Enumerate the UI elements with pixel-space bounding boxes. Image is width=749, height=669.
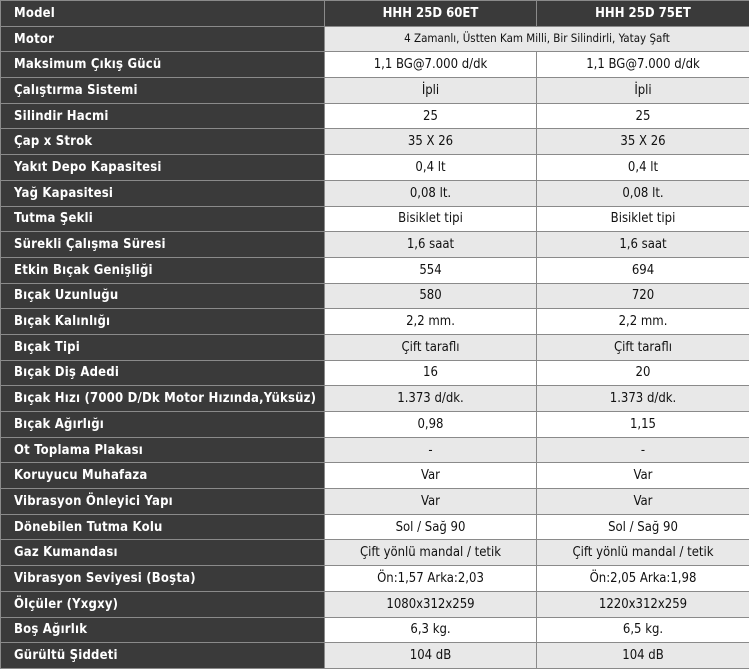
spec-label: Çap x Strok <box>1 129 325 155</box>
spec-label: Çalıştırma Sistemi <box>1 78 325 104</box>
spec-value-model-2: 25 <box>537 103 749 129</box>
spec-label: Bıçak Ağırlığı <box>1 412 325 438</box>
spec-value-model-2: Çift yönlü mandal / tetik <box>537 540 749 566</box>
spec-value-model-2: 6,5 kg. <box>537 617 749 643</box>
spec-value-model-2: Ön:2,05 Arka:1,98 <box>537 566 749 592</box>
spec-row <box>1 180 749 206</box>
spec-value-model-1: 580 <box>325 283 537 309</box>
spec-value-model-2: 1,6 saat <box>537 232 749 258</box>
spec-row <box>1 566 749 592</box>
spec-value-model-1: Çift yönlü mandal / tetik <box>325 540 537 566</box>
header-label: Model <box>1 1 325 27</box>
spec-value-model-1: Var <box>325 489 537 515</box>
spec-value-model-1: 1,1 BG@7.000 d/dk <box>325 52 537 78</box>
spec-table-body <box>1 1 749 669</box>
spec-label: Ot Toplama Plakası <box>1 437 325 463</box>
spec-label: Gaz Kumandası <box>1 540 325 566</box>
spec-row <box>1 155 749 181</box>
spec-row <box>1 283 749 309</box>
spec-value-model-2: 1.373 d/dk. <box>537 386 749 412</box>
spec-row <box>1 52 749 78</box>
spec-value-model-2: Çift taraflı <box>537 334 749 360</box>
spec-value-model-2: Bisiklet tipi <box>537 206 749 232</box>
spec-label: Silindir Hacmi <box>1 103 325 129</box>
spec-value-model-1: 25 <box>325 103 537 129</box>
spec-label: Vibrasyon Seviyesi (Boşta) <box>1 566 325 592</box>
spec-value-model-1: 0,08 lt. <box>325 180 537 206</box>
header-row <box>1 1 749 27</box>
spec-row <box>1 514 749 540</box>
spec-value-model-1: Bisiklet tipi <box>325 206 537 232</box>
spec-value-model-2: 694 <box>537 257 749 283</box>
spec-value-model-1: 1080x312x259 <box>325 591 537 617</box>
spec-value-model-2: 35 X 26 <box>537 129 749 155</box>
spec-value-model-1: İpli <box>325 78 537 104</box>
spec-value-model-2: 0,4 lt <box>537 155 749 181</box>
spec-label: Yağ Kapasitesi <box>1 180 325 206</box>
spec-value-model-1: 1.373 d/dk. <box>325 386 537 412</box>
spec-value-model-1: 16 <box>325 360 537 386</box>
spec-row <box>1 489 749 515</box>
spec-row <box>1 103 749 129</box>
spec-row <box>1 617 749 643</box>
spec-value-model-2: 20 <box>537 360 749 386</box>
spec-label: Sürekli Çalışma Süresi <box>1 232 325 258</box>
spec-value-model-2: - <box>537 437 749 463</box>
spec-label: Bıçak Hızı (7000 D/Dk Motor Hızında,Yüksüz) <box>1 386 325 412</box>
spec-row <box>1 206 749 232</box>
spec-row <box>1 540 749 566</box>
spec-value-model-2: Var <box>537 489 749 515</box>
spec-label: Maksimum Çıkış Gücü <box>1 52 325 78</box>
spec-label: Dönebilen Tutma Kolu <box>1 514 325 540</box>
spec-row <box>1 78 749 104</box>
spec-row <box>1 334 749 360</box>
spec-value-model-1: Ön:1,57 Arka:2,03 <box>325 566 537 592</box>
spec-value-model-1: 1,6 saat <box>325 232 537 258</box>
spec-value-model-1: 2,2 mm. <box>325 309 537 335</box>
spec-row <box>1 463 749 489</box>
model-name-1: HHH 25D 60ET <box>325 1 537 27</box>
spec-label: Bıçak Uzunluğu <box>1 283 325 309</box>
spec-label: Vibrasyon Önleyici Yapı <box>1 489 325 515</box>
spec-row <box>1 412 749 438</box>
spec-label: Gürültü Şiddeti <box>1 643 325 669</box>
spec-row <box>1 386 749 412</box>
spec-value-model-1: 0,4 lt <box>325 155 537 181</box>
spec-value-model-1: 35 X 26 <box>325 129 537 155</box>
spec-value-model-2: 720 <box>537 283 749 309</box>
spec-value-model-2: 1,15 <box>537 412 749 438</box>
spec-label: Koruyucu Muhafaza <box>1 463 325 489</box>
spec-row <box>1 591 749 617</box>
spec-value-model-2: 104 dB <box>537 643 749 669</box>
spec-row <box>1 257 749 283</box>
spec-value-model-1: Sol / Sağ 90 <box>325 514 537 540</box>
motor-row <box>1 26 749 52</box>
spec-value-model-1: Çift taraflı <box>325 334 537 360</box>
spec-row <box>1 129 749 155</box>
spec-label: Tutma Şekli <box>1 206 325 232</box>
spec-label: Bıçak Diş Adedi <box>1 360 325 386</box>
model-name-2: HHH 25D 75ET <box>537 1 749 27</box>
spec-label: Boş Ağırlık <box>1 617 325 643</box>
spec-value-model-2: İpli <box>537 78 749 104</box>
spec-value-model-2: 2,2 mm. <box>537 309 749 335</box>
spec-value-model-2: 1,1 BG@7.000 d/dk <box>537 52 749 78</box>
spec-value-model-1: 104 dB <box>325 643 537 669</box>
spec-label: Bıçak Kalınlığı <box>1 309 325 335</box>
spec-value-model-2: 0,08 lt. <box>537 180 749 206</box>
spec-row <box>1 232 749 258</box>
spec-row <box>1 643 749 669</box>
spec-row <box>1 437 749 463</box>
motor-value: 4 Zamanlı, Üstten Kam Milli, Bir Silindirli, Yatay Şaft <box>325 26 749 52</box>
spec-row <box>1 360 749 386</box>
spec-value-model-1: 554 <box>325 257 537 283</box>
spec-label: Ölçüler (Yxgxy) <box>1 591 325 617</box>
spec-value-model-1: 6,3 kg. <box>325 617 537 643</box>
spec-value-model-2: Sol / Sağ 90 <box>537 514 749 540</box>
spec-value-model-1: 0,98 <box>325 412 537 438</box>
spec-value-model-1: - <box>325 437 537 463</box>
spec-value-model-2: Var <box>537 463 749 489</box>
spec-label: Yakıt Depo Kapasitesi <box>1 155 325 181</box>
spec-value-model-2: 1220x312x259 <box>537 591 749 617</box>
spec-label: Bıçak Tipi <box>1 334 325 360</box>
spec-value-model-1: Var <box>325 463 537 489</box>
spec-label: Etkin Bıçak Genişliği <box>1 257 325 283</box>
motor-label: Motor <box>1 26 325 52</box>
spec-row <box>1 309 749 335</box>
